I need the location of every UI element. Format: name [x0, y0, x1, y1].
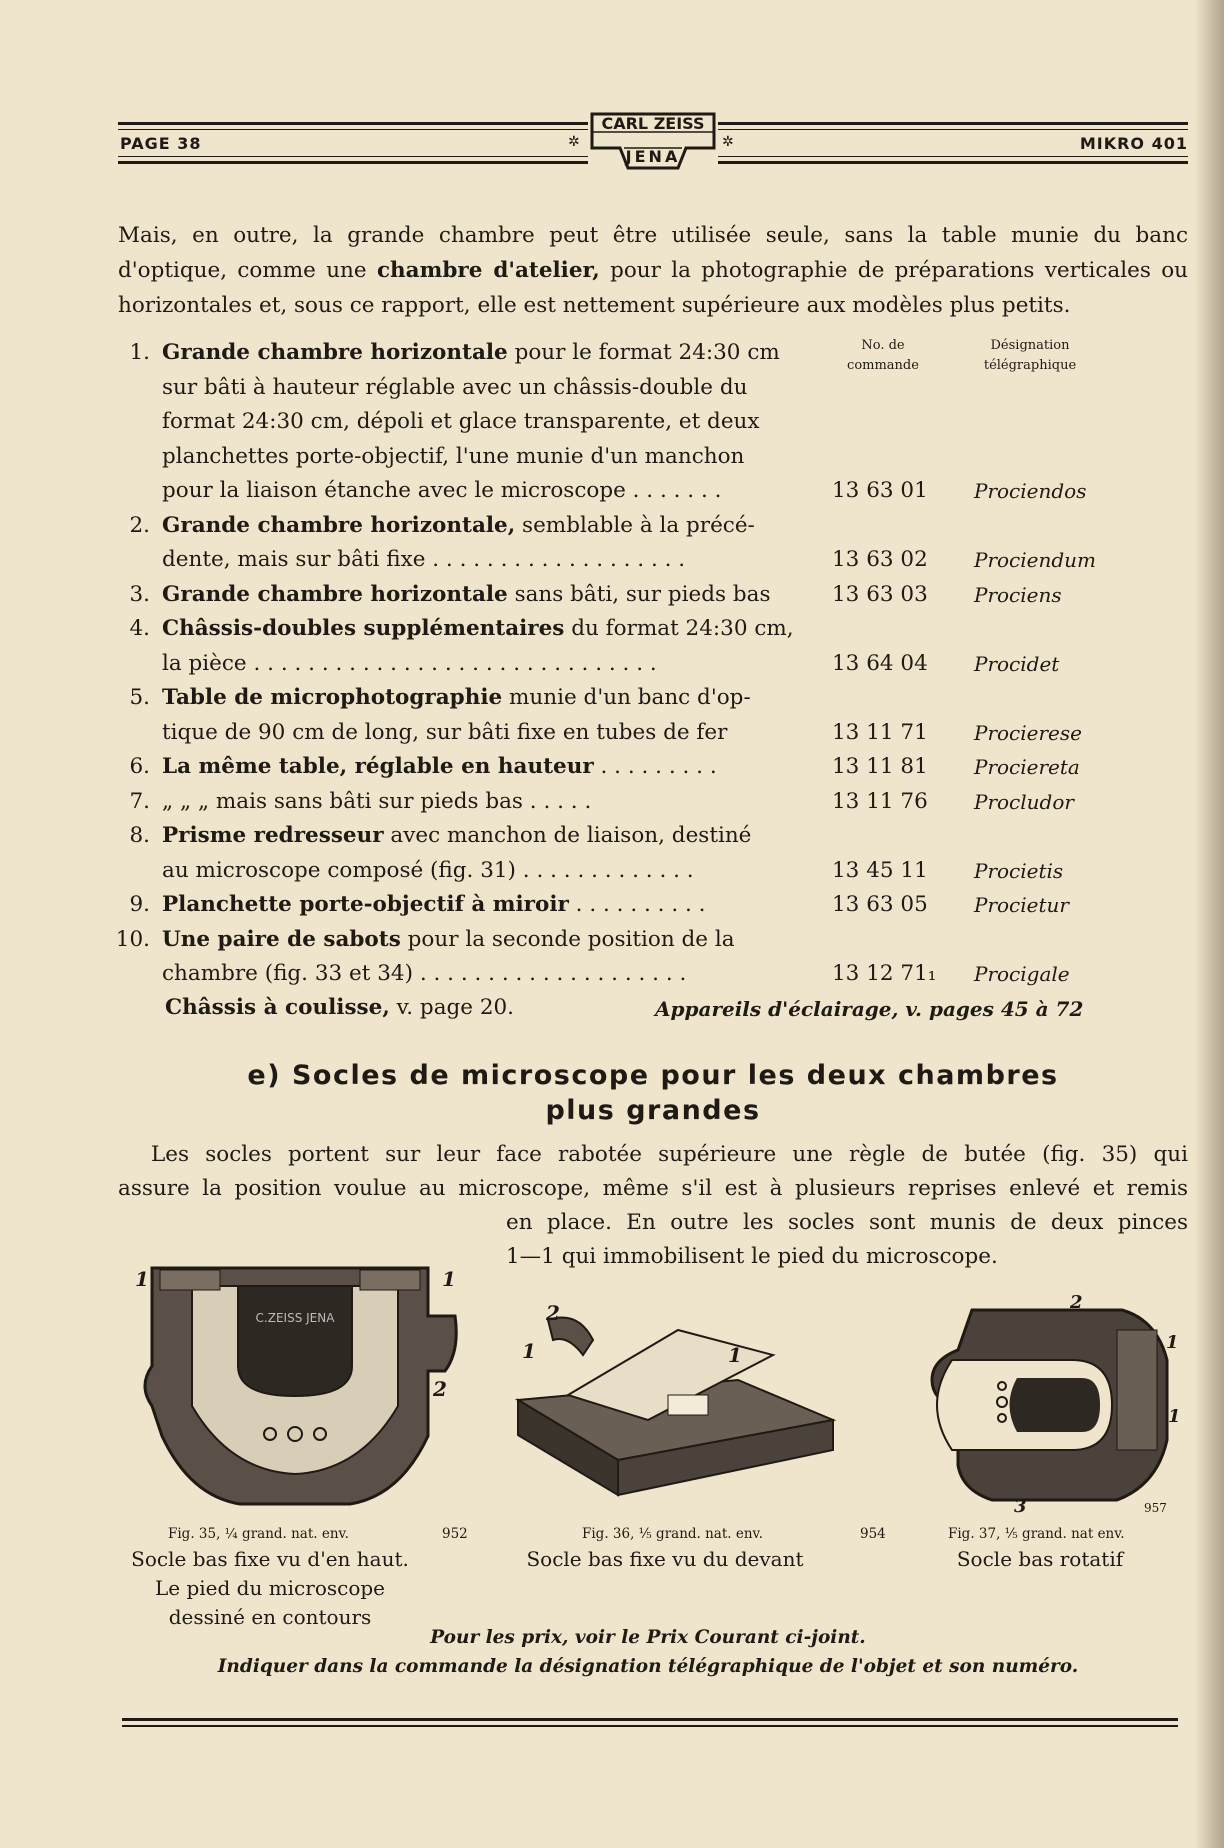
- item-line: [118, 647, 1198, 681]
- footer-rule-top: [122, 1718, 1178, 1721]
- page-number: PAGE 38: [120, 134, 202, 153]
- fig36-number: 954: [860, 1526, 886, 1542]
- item-bold-text: Une paire de sabots: [162, 926, 401, 952]
- logo-top-text: CARL ZEISS: [601, 114, 705, 133]
- item-rest-text: sans bâti, sur pieds bas: [507, 581, 771, 607]
- page-header: [118, 112, 1188, 182]
- item-line: [118, 785, 1198, 819]
- item-line: [118, 336, 1198, 370]
- item-bold-text: Grande chambre horizontale: [162, 340, 508, 365]
- intro-text-2: pour la photographie de préparations verticales ou horizontales et, sous ce rapport, elle est nettement supérieure aux modèles plus petits.: [118, 258, 1188, 318]
- item-rest-text: planchettes porte-objectif, l'une munie d'un manchon: [162, 443, 745, 469]
- item-rest-text: pour la liaison étanche avec le microscope . . . . . . .: [162, 478, 722, 503]
- item-text: [162, 923, 817, 957]
- item-line: [118, 440, 1198, 474]
- telegraphic-code: Procigale: [974, 962, 1070, 986]
- item-number: 1.: [129, 340, 150, 365]
- order-number: 13 63 05: [832, 892, 928, 917]
- telegraphic-code: Procludor: [974, 789, 1074, 814]
- item-line: [118, 716, 1198, 750]
- item-line: [118, 957, 1198, 991]
- item-line: [118, 405, 1198, 439]
- telegraphic-header: Désignation télégraphique: [983, 338, 1077, 373]
- telegraphic-code: Prociendum: [974, 548, 1097, 572]
- socle-fixed-front-view-illustration: [508, 1300, 838, 1510]
- order-number: 13 63 02: [832, 547, 928, 572]
- order-number: 13 11 76: [832, 788, 928, 814]
- item-number: 7.: [129, 788, 150, 814]
- logo-bottom-text: JENA: [625, 147, 681, 166]
- item-line: [118, 612, 1198, 646]
- intro-text-1: Mais, en outre, la grande chambre peut être utilisée seule, sans la table munie du banc d'optique, comme une: [118, 223, 1188, 283]
- telegraphic-code: Prociendos: [974, 479, 1087, 503]
- item-bold-text: Grande chambre horizontale,: [162, 512, 516, 538]
- item-text: [162, 612, 817, 646]
- order-number: 13 63 03: [832, 581, 928, 607]
- item-bold-text: Table de microphotographie: [162, 685, 503, 710]
- item-text: [162, 371, 817, 405]
- item-number: 8.: [129, 823, 150, 848]
- marker-1: 1: [522, 1339, 536, 1363]
- item-text: [162, 681, 817, 715]
- star-ornament-left: ✲: [568, 134, 581, 150]
- item-text: [162, 647, 817, 681]
- page-edge-shadow: [1194, 0, 1224, 1848]
- marker-3: 3: [1014, 1496, 1027, 1517]
- item-text: [162, 888, 817, 922]
- item-text: [162, 750, 817, 784]
- item-line: [118, 681, 1198, 715]
- figure-37: [922, 1290, 1182, 1520]
- item-rest-text: format 24:30 cm, dépoli et glace transparente, et deux: [162, 409, 760, 434]
- item-bold-text: Prisme redresseur: [162, 823, 384, 848]
- item-number: 6.: [129, 754, 150, 779]
- chassis-note: Châssis à coulisse, v. page 20.: [165, 995, 515, 1020]
- footer-rule-bottom: [122, 1725, 1178, 1727]
- marker-2: 2: [433, 1377, 447, 1401]
- item-number: 5.: [129, 685, 150, 710]
- marker-1-plate: 1: [728, 1343, 742, 1367]
- marker-2: 2: [1070, 1292, 1083, 1313]
- telegraphic-code: Procietis: [974, 858, 1064, 883]
- order-number: 13 12 71₁: [832, 961, 937, 986]
- order-number: 13 11 71: [832, 719, 928, 745]
- marker-1-right: 1: [442, 1267, 456, 1291]
- star-ornament-right: ✲: [722, 134, 735, 150]
- catalog-label: MIKRO 401: [1079, 134, 1188, 153]
- item-line: [118, 854, 1198, 888]
- telegraphic-code: Procidet: [974, 651, 1060, 676]
- section-paragraph: Les socles portent sur leur face rabotée supérieure une règle de butée (fig. 35) qui assure la position voulue au microscope, même s'il est à plusieurs reprises enlevé et remis en place. En outre les socles sont munis de deux pinces 1—1 qui immobilisent le pied du microscope.: [118, 1142, 1188, 1269]
- order-number-header: No. de commande: [847, 338, 919, 373]
- item-text: [162, 957, 817, 991]
- item-rest-text: . . . . . . . . .: [593, 754, 717, 779]
- item-rest-text: sur bâti à hauteur réglable avec un châssis-double du: [162, 374, 748, 400]
- item-text: [162, 509, 817, 543]
- item-text: [162, 785, 817, 819]
- socle-fixed-top-view-illustration: [130, 1256, 460, 1516]
- item-rest-text: avec manchon de liaison, destiné: [383, 823, 752, 848]
- order-number: 13 11 81: [832, 754, 928, 779]
- item-text: [162, 440, 817, 474]
- item-text: [162, 819, 817, 853]
- item-rest-text: dente, mais sur bâti fixe . . . . . . . . . . . . . . . . . . .: [162, 547, 686, 572]
- order-number: 13 63 01: [832, 478, 928, 503]
- socle-rotatif-illustration: [922, 1290, 1182, 1520]
- item-rest-text: pour le format 24:30 cm: [507, 340, 780, 365]
- item-rest-text: semblable à la précé-: [515, 512, 755, 538]
- item-line: [115, 923, 1198, 957]
- item-line: [118, 819, 1198, 853]
- item-bold-text: Grande chambre horizontale: [162, 581, 508, 607]
- item-bold-text: Châssis-doubles supplémentaires: [162, 616, 565, 641]
- telegraphic-code: Prociereta: [974, 755, 1080, 779]
- telegraphic-code: Procietur: [974, 893, 1069, 917]
- figure-35: [130, 1256, 460, 1516]
- eclairage-note: Appareils d'éclairage, v. pages 45 à 72: [655, 997, 1084, 1021]
- intro-bold: chambre d'atelier,: [376, 258, 600, 283]
- item-number: 2.: [129, 512, 150, 538]
- item-line: [118, 578, 1198, 612]
- item-text: [162, 405, 817, 439]
- fig37-number: 957: [1144, 1501, 1167, 1515]
- item-rest-text: la pièce . . . . . . . . . . . . . . . . . . . . . . . . . . . . . .: [162, 650, 657, 676]
- item-line: [118, 750, 1198, 784]
- engraving-text: C.ZEISS JENA: [255, 1311, 335, 1325]
- fig35-caption: Socle bas fixe vu d'en haut. Le pied du microscope dessiné en contours: [131, 1547, 409, 1629]
- fig36-label: Fig. 36, ⅕ grand. nat. env.: [582, 1526, 763, 1542]
- item-rest-text: pour la seconde position de la: [400, 926, 735, 952]
- order-note: Indiquer dans la commande la désignation télégraphique de l'objet et son numéro.: [217, 1656, 1079, 1677]
- item-text: [162, 474, 817, 508]
- item-text: [162, 543, 817, 577]
- marker-1-bottom: 1: [1168, 1406, 1181, 1427]
- item-line: [118, 543, 1198, 577]
- fig37-label: Fig. 37, ⅕ grand. nat env.: [948, 1526, 1125, 1542]
- section-title: e) Socles de microscope pour les deux chambres plus grandes: [247, 1060, 1059, 1126]
- fig36-caption: Socle bas fixe vu du devant: [526, 1547, 804, 1571]
- item-line: [118, 474, 1198, 508]
- marker-1-left: 1: [135, 1267, 149, 1291]
- order-number: 13 64 04: [832, 650, 928, 676]
- fig35-label: Fig. 35, ¼ grand. nat. env.: [168, 1526, 349, 1542]
- item-bold-text: Planchette porte-objectif à miroir: [162, 892, 569, 917]
- item-rest-text: tique de 90 cm de long, sur bâti fixe en tubes de fer: [162, 719, 728, 745]
- item-rest-text: chambre (fig. 33 et 34) . . . . . . . . . . . . . . . . . . . .: [162, 961, 687, 986]
- item-line: [118, 888, 1198, 922]
- item-rest-text: munie d'un banc d'op-: [502, 685, 751, 710]
- item-number: 10.: [115, 926, 150, 952]
- item-number: 3.: [129, 581, 150, 607]
- item-number: 9.: [129, 892, 150, 917]
- item-line: [118, 509, 1198, 543]
- fig35-number: 952: [442, 1526, 468, 1542]
- marker-2: 2: [546, 1301, 560, 1325]
- item-rest-text: du format 24:30 cm,: [564, 616, 794, 641]
- item-text: [162, 854, 817, 888]
- item-text: [162, 336, 817, 370]
- intro-paragraph: [118, 218, 1188, 323]
- item-line: [118, 371, 1198, 405]
- item-bold-text: La même table, réglable en hauteur: [162, 754, 594, 779]
- item-rest-text: au microscope composé (fig. 31) . . . . . . . . . . . . .: [162, 857, 694, 883]
- carl-zeiss-logo: [586, 108, 720, 176]
- telegraphic-code: Prociens: [974, 582, 1062, 607]
- item-rest-text: „ „ „ mais sans bâti sur pieds bas . . . . .: [162, 788, 592, 814]
- fig37-caption: Socle bas rotatif: [956, 1547, 1124, 1571]
- figure-36: [508, 1300, 838, 1510]
- telegraphic-code: Procierese: [974, 720, 1082, 745]
- item-text: [162, 716, 817, 750]
- price-note: Pour les prix, voir le Prix Courant ci-joint.: [430, 1627, 866, 1648]
- item-number: 4.: [129, 616, 150, 641]
- item-text: [162, 578, 817, 612]
- marker-1-top: 1: [1166, 1332, 1179, 1353]
- item-rest-text: . . . . . . . . . .: [568, 892, 706, 917]
- order-number: 13 45 11: [832, 857, 928, 883]
